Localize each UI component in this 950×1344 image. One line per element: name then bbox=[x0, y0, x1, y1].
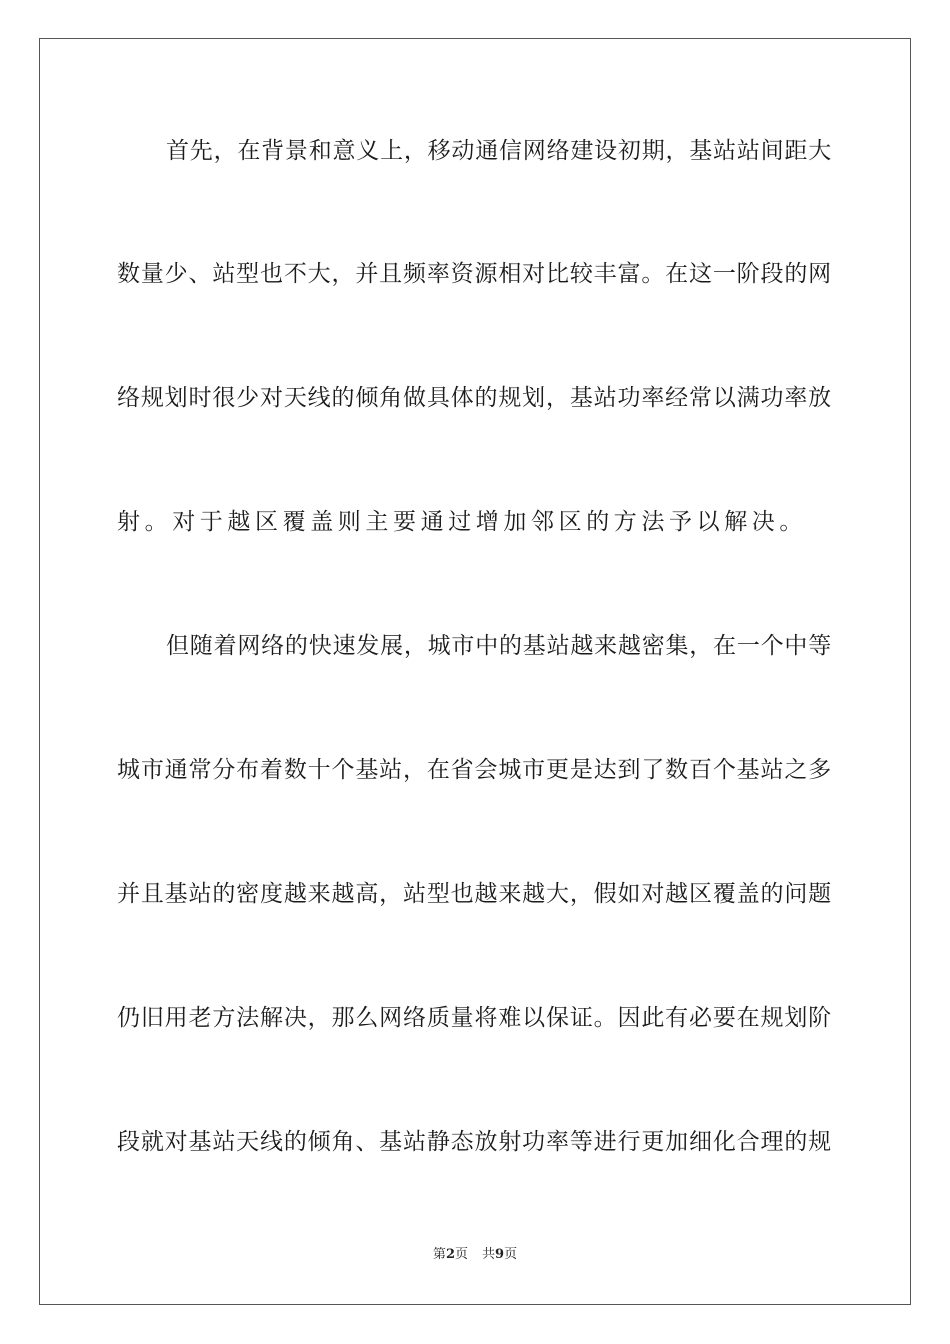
paragraph-1-line-1: 首先，在背景和意义上，移动通信网络建设初期，基站站间距大 bbox=[166, 138, 832, 164]
paragraph-1-line-2: 数量少、站型也不大，并且频率资源相对比较丰富。在这一阶段的网 bbox=[117, 261, 832, 287]
page-number: 第2页 bbox=[432, 1247, 468, 1262]
paragraph-2-line-1: 但随着网络的快速发展，城市中的基站越来越密集，在一个中等 bbox=[166, 633, 832, 659]
paragraph-1-line-4: 射。对于越区覆盖则主要通过增加邻区的方法予以解决。 bbox=[117, 509, 807, 535]
page-frame bbox=[39, 38, 911, 1305]
paragraph-2-line-3: 并且基站的密度越来越高，站型也越来越大，假如对越区覆盖的问题 bbox=[117, 881, 832, 907]
paragraph-2-line-4: 仍旧用老方法解决，那么网络质量将难以保证。因此有必要在规划阶 bbox=[117, 1005, 832, 1031]
paragraph-2-line-5: 段就对基站天线的倾角、基站静态放射功率等进行更加细化合理的规 bbox=[117, 1129, 832, 1155]
paragraph-2-line-2: 城市通常分布着数十个基站，在省会城市更是达到了数百个基站之多 bbox=[117, 757, 832, 783]
paragraph-1-line-3: 络规划时很少对天线的倾角做具体的规划，基站功率经常以满功率放 bbox=[117, 385, 832, 411]
page-footer bbox=[0, 1246, 950, 1264]
total-pages: 共9页 bbox=[482, 1247, 518, 1262]
